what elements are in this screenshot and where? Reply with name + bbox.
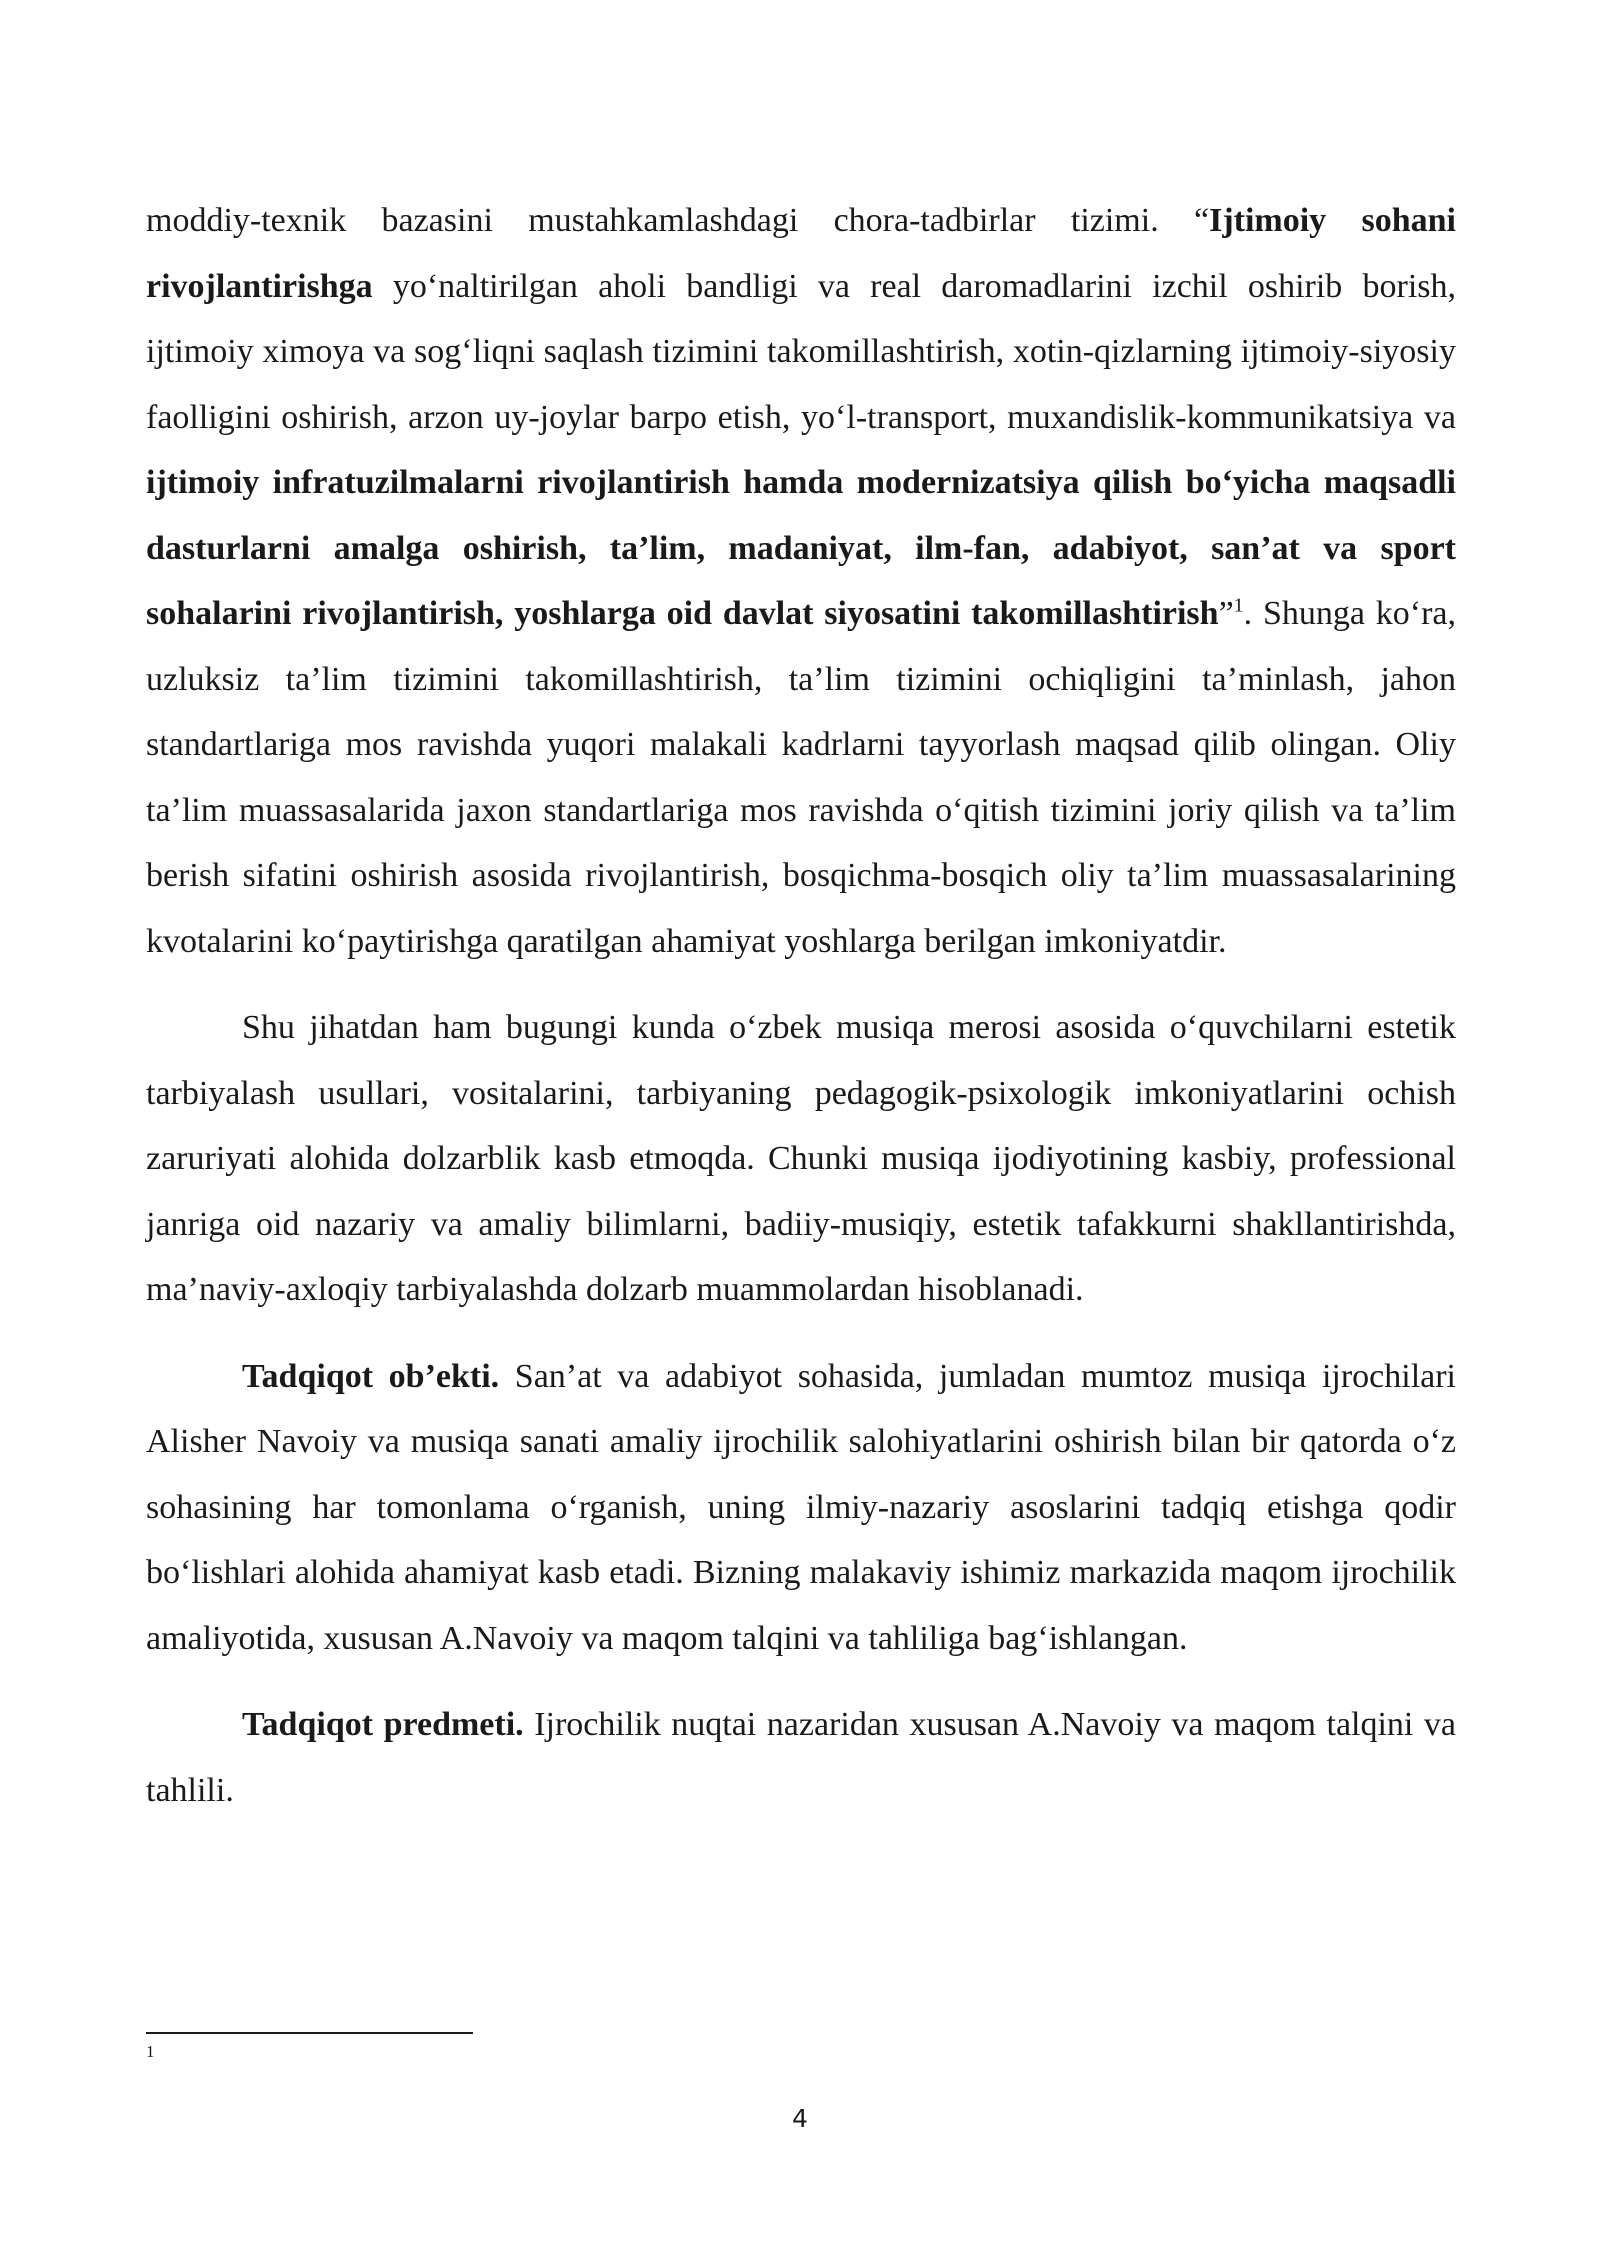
footnote-separator — [146, 2032, 473, 2034]
footnote-mark: 1 — [146, 2042, 155, 2061]
paragraph-4 — [146, 1692, 1456, 1823]
paragraph-1-closing-quote: ” — [1218, 595, 1234, 632]
paragraph-1-bold-b: ijtimoiy infratuzilmalarni rivojlantirish hamda modernizatsiya qilish bo‘yicha maqsadli dasturlarni amalga oshirish, ta’lim, madaniyat, ilm-fan, adabiyot, san’at va sport sohalarini rivojlantirish, yoshlarga oid davlat siyosatini takomillashtirish — [146, 464, 1456, 632]
page-body — [146, 188, 1456, 1823]
footnote-reference[interactable]: 1 — [1233, 594, 1244, 617]
paragraph-3 — [146, 1344, 1456, 1672]
research-object-heading: Tadqiqot ob’ekti. — [242, 1357, 500, 1395]
research-object-text: San’at va adabiyot sohasida, jumladan mumtoz musiqa ijrochilari Alisher Navoiy va musiqa sanati amaliy ijrochilik salohiyatlarini oshirish bilan bir qatorda o‘z sohasining har tomonlama o‘rganish, uning ilmiy-nazariy asoslarini tadqiq etishga qodir bo‘lishlari alohida ahamiyat kasb etadi. Bizning malakaviy ishimiz markazida maqom ijrochilik amaliyotida, xususan A.Navoiy va maqom talqini va tahliliga bag‘ishlangan. — [146, 1357, 1456, 1657]
page-number: 4 — [792, 2104, 808, 2133]
paragraph-1-text-b: yo‘naltirilgan aholi bandligi va real daromadlarini izchil oshirib borish, ijtimoiy ximoya va sog‘liqni saqlash tizimini takomillashtirish, xotin-qizlarning ijtimoiy-siyosiy faolligini oshirish, arzon uy-joylar barpo etish, yo‘l-transport, muxandislik-kommunikatsiya va — [146, 267, 1456, 436]
paragraph-1 — [146, 188, 1456, 974]
paragraph-2: Shu jihatdan ham bugungi kunda o‘zbek musiqa merosi asosida o‘quvchilarni estetik tarbiyalash usullari, vositalarini, tarbiyaning pedagogik-psixologik imkoniyatlarini ochish zaruriyati alohida dolzarblik kasb etmoqda. Chunki musiqa ijodiyotining kasbiy, professional janriga oid nazariy va amaliy bilimlarni, badiiy-musiqiy, estetik tafakkurni shakllantirishda, ma’naviy-axloqiy tarbiyalashda dolzarb muammolardan hisoblanadi. — [146, 1009, 1456, 1308]
paragraph-1-text-c: . Shunga ko‘ra, uzluksiz ta’lim tizimini takomillashtirish, ta’lim tizimini ochiqligini ta’minlash, jahon standartlariga mos ravishda yuqori malakali kadrlarni tayyorlash maqsad qilib olingan. Oliy ta’lim muassasalarida jaxon standartlariga mos ravishda o‘qitish tizimini joriy qilish va ta’lim berish sifatini oshirish asosida rivojlantirish, bosqichma-bosqich oliy ta’lim muassasalarining kvotalarini ko‘paytirishga qaratilgan ahamiyat yoshlarga berilgan imkoniyatdir. — [146, 595, 1456, 960]
paragraph-1-bold-a: Ijtimoiy sohani rivojlantirishga — [146, 202, 1456, 305]
paragraph-1-text-a: moddiy-texnik bazasini mustahkamlashdagi chora-tadbirlar tizimi. “ — [146, 202, 1210, 239]
research-subject-text: Ijrochilik nuqtai nazaridan xususan A.Navoiy va maqom talqini va tahlili. — [146, 1706, 1457, 1809]
research-subject-heading: Tadqiqot predmeti. — [242, 1706, 524, 1743]
